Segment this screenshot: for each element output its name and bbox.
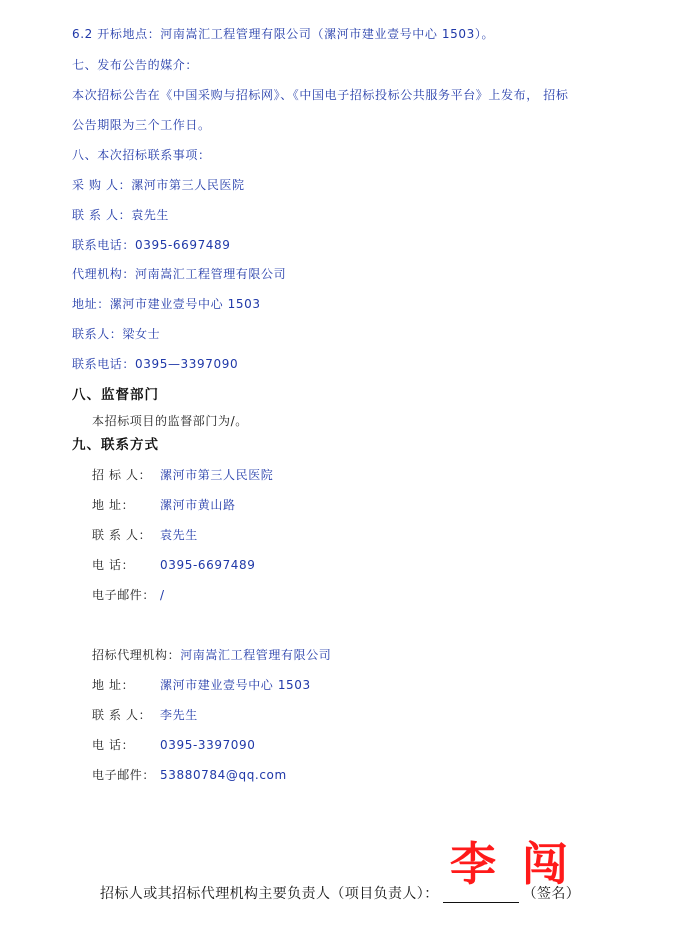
tenderer-address-row: 地 址： 漯河市黄山路 [92,498,236,512]
purchaser-phone-line: 联系电话：0395-6697489 [72,238,231,252]
signature-prefix: 招标人或其招标代理机构主要负责人（项目负责人）： [100,886,439,902]
media-text-line: 本次招标公告在《中国采购与招标网》、《中国电子招标投标公共服务平台》上发布， 招标 [72,88,569,102]
media-period-line: 公告期限为三个工作日。 [72,118,211,132]
tenderer-name-row: 招 标 人： 漯河市第三人民医院 [92,468,274,482]
agency-phone-line: 联系电话：0395—3397090 [72,357,239,371]
agency-address-line: 地址：漯河市建业壹号中心 1503 [72,297,261,311]
agency-phone-row: 电 话： 0395-3397090 [92,738,256,752]
agency-address-row: 地 址： 漯河市建业壹号中心 1503 [92,678,311,692]
purchaser-contact-line: 联 系 人：袁先生 [72,208,170,222]
agency-email-row: 电子邮件： 53880784@qq.com [92,768,287,782]
stamp-char-li: 李 [450,837,496,888]
tenderer-email-row: 电子邮件： / [92,588,165,602]
agency-contact-row: 联 系 人： 李先生 [92,708,198,722]
purchaser-line: 采 购 人：漯河市第三人民医院 [72,178,245,192]
agency-contact-line: 联系人：梁女士 [72,327,161,341]
signature-suffix: （签名） [522,886,581,902]
agency-name-row: 招标代理机构：河南嵩汇工程管理有限公司 [92,648,332,662]
signature-blank [443,888,519,903]
tenderer-phone-row: 电 话： 0395-6697489 [92,558,256,572]
contact-heading-line: 八、本次招标联系事项： [72,148,211,162]
contact-method-heading: 九、联系方式 [72,437,159,453]
tenderer-contact-row: 联 系 人： 袁先生 [92,528,198,542]
media-heading-line: 七、发布公告的媒介： [72,58,199,72]
agency-line: 代理机构：河南嵩汇工程管理有限公司 [72,267,287,281]
opening-location-line: 6.2 开标地点：河南嵩汇工程管理有限公司（漯河市建业壹号中心 1503）。 [72,27,495,41]
signature-stamp [448,832,578,888]
signature-line [100,885,580,903]
supervision-text: 本招标项目的监督部门为/。 [92,414,248,428]
stamp-char-chuang: 闯 [522,837,568,888]
supervision-heading: 八、监督部门 [72,387,159,403]
